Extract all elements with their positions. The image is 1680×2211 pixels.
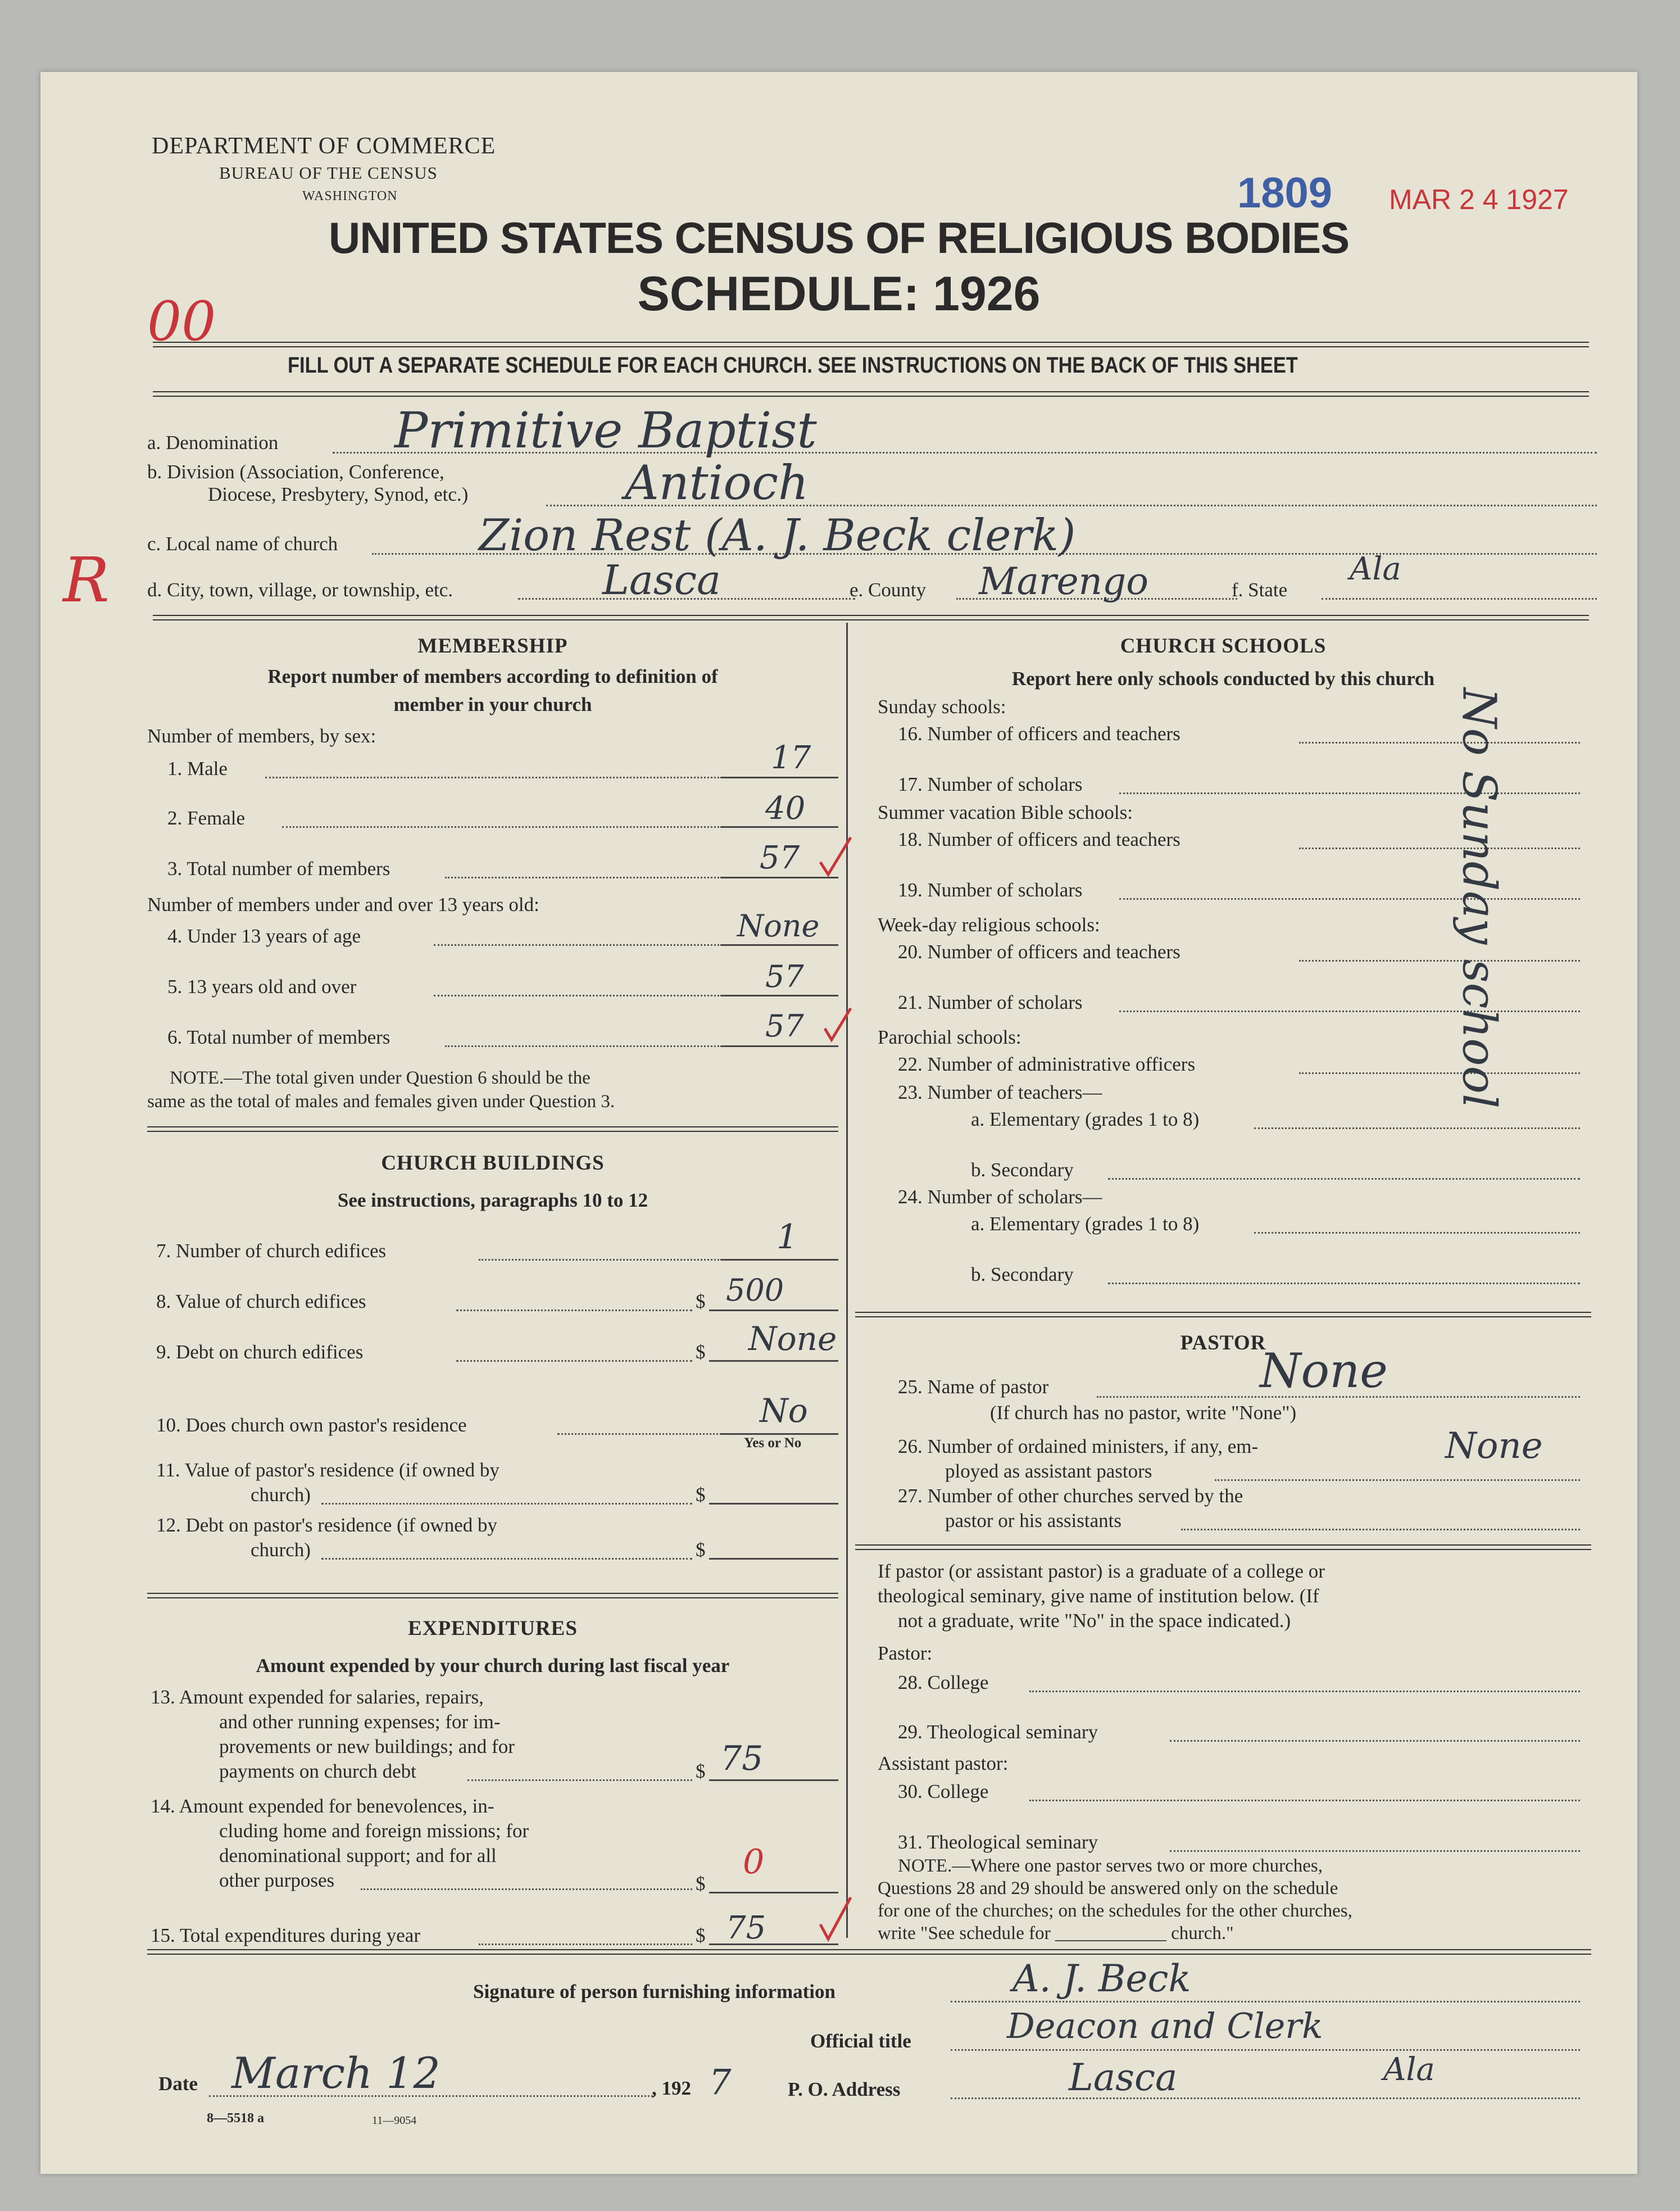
pastor-note-3: for one of the churches; on the schedules for the other churches, [878,1901,1352,1921]
schools-heading: CHURCH SCHOOLS [1120,635,1327,658]
pastor-college-label: 28. College [898,1671,989,1693]
owns-residence-value[interactable]: No [760,1392,808,1430]
over-13-label: 5. 13 years old and over [167,976,357,998]
parochial-admin-label: 22. Number of administrative officers [898,1053,1196,1075]
graduate-instruction-1: If pastor (or assistant pastor) is a graduate of a college or [878,1560,1325,1582]
over-13-line [720,995,838,996]
official-title-line [951,2049,1580,2051]
teachers-elementary-line [1254,1127,1580,1129]
rule [153,615,1589,620]
division-label: b. Division (Association, Conference, [147,461,444,483]
salaries-dots [467,1779,692,1781]
form-subtitle: SCHEDULE: 1926 [637,267,1041,321]
female-dots [282,826,726,828]
city-value[interactable]: Lasca [602,556,721,604]
pastor-note-2: Questions 28 and 29 should be answered only on the schedule [878,1878,1338,1899]
check-mark-icon [816,834,855,879]
benevolences-label-3: denominational support; and for all [219,1845,497,1866]
county-value[interactable]: Marengo [979,560,1149,603]
edifices-debt-dots [456,1360,692,1362]
county-label: e. County [850,579,927,601]
total-members-6-line [720,1045,838,1047]
benevolences-label-2: cluding home and foreign missions; for [219,1820,529,1842]
under-13-line [720,944,838,946]
edifices-value-line [709,1310,838,1311]
state-label: f. State [1232,579,1288,601]
summer-schools-label: Summer vacation Bible schools: [878,801,1133,823]
date-label: Date [158,2073,198,2095]
state-line [1322,598,1597,600]
local-name-label: c. Local name of church [147,533,338,555]
expenditures-sub: Amount expended by your church during last fiscal year [256,1655,730,1677]
salaries-label: 13. Amount expended for salaries, repairs, [151,1686,484,1708]
receipt-stamp-number: 1809 [1237,169,1333,217]
edifices-debt-line [709,1360,838,1362]
total-expenditures-value[interactable]: 75 [726,1910,766,1946]
membership-sub-2: member in your church [393,694,592,715]
dollar-sign: $ [696,1924,706,1946]
sunday-scholars-line [1119,792,1580,794]
bureau-city: WASHINGTON [302,189,398,203]
rule [855,1312,1591,1317]
benevolences-value[interactable]: 0 [743,1842,765,1882]
female-value[interactable]: 40 [765,790,806,827]
total-members-3-value[interactable]: 57 [760,840,800,876]
pastor-note-1: NOTE.—Where one pastor serves two or more churches, [898,1856,1323,1876]
rule [153,391,1589,397]
summer-officers-label: 18. Number of officers and teachers [898,828,1180,850]
under-13-label: 4. Under 13 years of age [167,925,361,947]
benevolences-dots [361,1888,692,1890]
female-label: 2. Female [167,807,246,829]
date-value[interactable]: March 12 [231,2048,441,2098]
male-value[interactable]: 17 [771,740,811,776]
edifices-debt-value[interactable]: None [748,1320,837,1358]
city-label: d. City, town, village, or township, etc. [147,579,453,601]
rule [147,1593,838,1598]
rule [855,1544,1591,1550]
membership-sub-1: Report number of members according to definition of [267,665,718,687]
assistant-pastor-sub-label: Assistant pastor: [878,1752,1009,1774]
no-sunday-school-note: No Sunday school [1452,687,1506,1109]
pastor-name-value[interactable]: None [1260,1343,1388,1398]
weekday-scholars-line [1119,1011,1580,1012]
male-dots [265,777,726,778]
receipt-stamp-date: MAR 2 4 1927 [1389,184,1569,215]
weekday-officers-line [1299,960,1580,962]
by-sex-label: Number of members, by sex: [147,725,376,747]
male-label: 1. Male [167,758,228,780]
po-address-label: P. O. Address [788,2078,901,2100]
over-13-value[interactable]: 57 [765,959,804,994]
parochial-schools-label: Parochial schools: [878,1026,1021,1048]
mark-r: R [63,544,110,616]
pastor-name-caption: (If church has no pastor, write "None") [990,1402,1297,1424]
total-members-3-dots [445,877,726,878]
under-13-value[interactable]: None [737,908,820,944]
weekday-scholars-label: 21. Number of scholars [898,991,1083,1013]
by-age-label: Number of members under and over 13 years old: [147,894,539,916]
sunday-scholars-label: 17. Number of scholars [898,773,1083,795]
salaries-line [709,1779,838,1781]
division-value[interactable]: Antioch [625,455,809,510]
total-members-6-label: 6. Total number of members [167,1026,391,1048]
residence-debt-dots [321,1558,692,1560]
division-label-2: Diocese, Presbytery, Synod, etc.) [208,483,469,505]
edifices-count-label: 7. Number of church edifices [156,1240,387,1262]
total-members-6-dots [445,1045,726,1047]
scholars-elementary-label: a. Elementary (grades 1 to 8) [971,1213,1200,1235]
rule [147,1126,838,1132]
membership-note-1: NOTE.—The total given under Question 6 should be the [170,1068,591,1088]
schools-sub: Report here only schools conducted by this church [1011,668,1435,690]
edifices-debt-label: 9. Debt on church edifices [156,1341,364,1363]
dollar-sign: $ [696,1760,706,1782]
assistant-ministers-label: 26. Number of ordained ministers, if any, em- [898,1435,1259,1457]
scholars-elementary-line [1254,1232,1580,1234]
summer-scholars-label: 19. Number of scholars [898,879,1083,901]
po-address-line [951,2097,1580,2099]
residence-value-label: 11. Value of pastor's residence (if owned by [156,1459,500,1481]
residence-debt-label-2: church) [251,1539,311,1561]
denomination-value[interactable]: Primitive Baptist [394,401,817,459]
yes-or-no-caption: Yes or No [744,1435,802,1451]
weekday-schools-label: Week-day religious schools: [878,914,1100,936]
under-13-dots [434,944,726,946]
residence-debt-label: 12. Debt on pastor's residence (if owned by [156,1514,497,1536]
summer-scholars-line [1119,898,1580,900]
dollar-sign: $ [696,1290,706,1312]
salaries-label-3: provements or new buildings; and for [219,1736,515,1757]
po-state-value[interactable]: Ala [1383,2051,1435,2088]
buildings-sub: See instructions, paragraphs 10 to 12 [337,1189,648,1211]
assistant-seminary-line [1170,1850,1580,1852]
signature-value[interactable]: A. J. Beck [1012,1957,1191,2000]
dollar-sign: $ [696,1539,706,1561]
bureau-name: BUREAU OF THE CENSUS [219,163,438,183]
pastor-name-label: 25. Name of pastor [898,1376,1049,1398]
teachers-elementary-label: a. Elementary (grades 1 to 8) [971,1108,1200,1130]
scholars-secondary-line [1108,1283,1580,1284]
edifices-value-value[interactable]: 500 [726,1272,784,1308]
salaries-value[interactable]: 75 [720,1739,764,1778]
pastor-heading: PASTOR [1180,1331,1266,1354]
pastor-note-4: write "See schedule for ____________ church." [878,1923,1234,1943]
pastor-seminary-line [1170,1740,1580,1742]
check-mark-icon [816,1893,855,1943]
year-prefix: , 192 [652,2077,691,2099]
residence-value-label-2: church) [251,1484,311,1506]
owns-residence-dots [557,1433,726,1435]
weekday-officers-label: 20. Number of officers and teachers [898,941,1180,963]
buildings-heading: CHURCH BUILDINGS [381,1152,605,1175]
edifices-value-label: 8. Value of church edifices [156,1290,366,1312]
assistant-ministers-line [1215,1479,1580,1481]
teachers-secondary-line [1108,1178,1580,1180]
sunday-officers-label: 16. Number of officers and teachers [898,723,1180,745]
official-title-label: Official title [810,2030,911,2052]
official-title-value[interactable]: Deacon and Clerk [1007,2005,1323,2046]
edifices-value-dots [456,1310,692,1311]
po-address-value[interactable]: Lasca [1069,2056,1178,2099]
sunday-officers-line [1299,742,1580,744]
dept-name: DEPARTMENT OF COMMERCE [152,133,496,159]
edifices-count-dots [479,1259,726,1261]
graduate-instruction-2: theological seminary, give name of institution below. (If [878,1585,1319,1607]
state-value[interactable]: Ala [1350,551,1401,587]
local-name-value[interactable]: Zion Rest (A. J. Beck clerk) [479,510,1076,561]
expenditures-heading: EXPENDITURES [408,1617,578,1640]
denomination-label: a. Denomination [147,432,279,454]
assistant-college-line [1029,1800,1580,1801]
other-churches-line [1181,1529,1580,1530]
signature-label: Signature of person furnishing information [473,1981,836,2002]
sunday-schools-label: Sunday schools: [878,696,1006,718]
edifices-count-value[interactable]: 1 [777,1217,798,1257]
year-digit-value[interactable]: 7 [709,2062,732,2103]
owns-residence-line [720,1433,838,1435]
assistant-college-label: 30. College [898,1780,989,1802]
benevolences-label: 14. Amount expended for benevolences, in- [151,1795,494,1817]
over-13-dots [434,995,726,996]
benevolences-label-4: other purposes [219,1869,335,1891]
total-expenditures-dots [479,1943,692,1945]
residence-value-dots [321,1503,692,1505]
owns-residence-label: 10. Does church own pastor's residence [156,1414,467,1436]
edifices-count-line [720,1259,838,1261]
dollar-sign: $ [696,1341,706,1363]
parochial-admin-line [1299,1072,1580,1074]
total-members-6-value[interactable]: 57 [765,1008,804,1044]
census-schedule-sheet [40,72,1637,2174]
other-churches-label: 27. Number of other churches served by the [898,1485,1243,1507]
salaries-label-2: and other running expenses; for im- [219,1711,501,1733]
pastor-college-line [1029,1691,1580,1692]
separate-schedule-instruction: FILL OUT A SEPARATE SCHEDULE FOR EACH CHURCH. SEE INSTRUCTIONS ON THE BACK OF THIS SHEET [288,353,1298,378]
column-divider [846,623,848,1938]
other-churches-label-2: pastor or his assistants [945,1510,1122,1532]
residence-debt-line [709,1558,838,1560]
residence-value-line [709,1503,838,1505]
assistant-seminary-label: 31. Theological seminary [898,1831,1098,1853]
male-line [720,777,838,778]
dollar-sign: $ [696,1873,706,1895]
summer-officers-line [1299,848,1580,849]
pastor-seminary-label: 29. Theological seminary [898,1721,1098,1743]
dollar-sign: $ [696,1484,706,1506]
scholars-secondary-label: b. Secondary [971,1263,1074,1285]
mark-00: 00 [147,290,216,353]
check-mark-icon [821,1005,855,1044]
assistant-ministers-label-2: ployed as assistant pastors [945,1460,1152,1482]
graduate-instruction-3: not a graduate, write "No" in the space indicated.) [898,1610,1291,1632]
print-number: 11—9054 [372,2114,417,2127]
pastor-sub-label: Pastor: [878,1642,933,1664]
teachers-secondary-label: b. Secondary [971,1159,1074,1181]
signature-line [951,2001,1580,2002]
parochial-teachers-label: 23. Number of teachers— [898,1081,1102,1103]
total-expenditures-label: 15. Total expenditures during year [151,1924,420,1946]
assistant-ministers-value[interactable]: None [1445,1425,1543,1467]
total-members-3-label: 3. Total number of members [167,858,391,880]
rule [147,1949,1591,1955]
membership-heading: MEMBERSHIP [417,635,568,658]
parochial-scholars-label: 24. Number of scholars— [898,1186,1102,1208]
rule [153,342,1589,347]
form-number: 8—5518 a [207,2111,264,2126]
salaries-label-4: payments on church debt [219,1760,416,1782]
membership-note-2: same as the total of males and females given under Question 3. [147,1091,615,1112]
form-title: UNITED STATES CENSUS OF RELIGIOUS BODIES [328,213,1350,262]
